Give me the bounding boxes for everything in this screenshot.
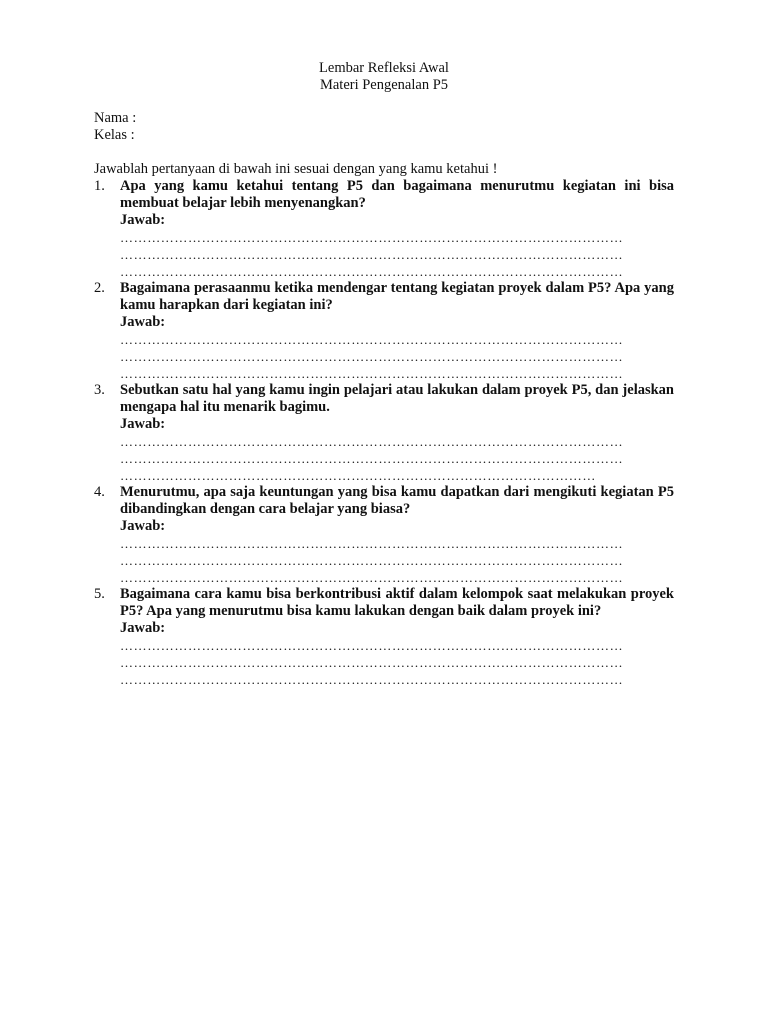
title-line-2: Materi Pengenalan P5	[319, 77, 449, 93]
question-list	[94, 178, 674, 688]
answer-label: Jawab:	[120, 518, 166, 534]
question-number: 4.	[94, 484, 105, 500]
answer-line[interactable]: …………………………………………………………………………………………………	[120, 230, 624, 245]
answer-line[interactable]: …………………………………………………………………………………………………	[120, 536, 624, 551]
question-number: 1.	[94, 178, 105, 194]
student-identity	[94, 110, 136, 144]
answer-line[interactable]: …………………………………………………………………………………………………	[120, 553, 624, 568]
question-text: Bagaimana cara kamu bisa berkontribusi aktif dalam kelompok saat melakukan proyek P5? Apa yang menurutmu bisa kamu lakukan dengan baik dalam proyek ini?	[120, 586, 674, 619]
answer-line[interactable]: …………………………………………………………………………………………………	[120, 349, 624, 364]
document-title	[0, 60, 768, 94]
answer-label: Jawab:	[120, 212, 166, 228]
question-text: Apa yang kamu ketahui tentang P5 dan bagaimana menurutmu kegiatan ini bisa membuat belajar lebih menyenangkan?	[120, 178, 674, 211]
answer-label: Jawab:	[120, 314, 166, 330]
title-line-1: Lembar Refleksi Awal	[319, 60, 449, 76]
question-item	[94, 484, 674, 586]
question-item	[94, 280, 674, 382]
answer-line[interactable]: …………………………………………………………………………………………………	[120, 638, 624, 653]
question-text: Sebutkan satu hal yang kamu ingin pelajari atau lakukan dalam proyek P5, dan jelaskan mengapa hal itu menarik bagimu.	[120, 382, 674, 415]
answer-line[interactable]: …………………………………………………………………………………………………	[120, 672, 624, 687]
nama-label: Nama :	[94, 110, 137, 126]
instruction-text: Jawablah pertanyaan di bawah ini sesuai dengan yang kamu ketahui !	[94, 161, 498, 177]
answer-line[interactable]: …………………………………………………………………………………………………	[120, 655, 624, 670]
answer-line[interactable]: …………………………………………………………………………………………………	[120, 366, 624, 381]
answer-line[interactable]: …………………………………………………………………………………………………	[120, 264, 624, 279]
question-text: Bagaimana perasaanmu ketika mendengar tentang kegiatan proyek dalam P5? Apa yang kamu harapkan dari kegiatan ini?	[120, 280, 674, 313]
question-number: 5.	[94, 586, 105, 602]
question-item	[94, 178, 674, 280]
answer-line[interactable]: …………………………………………………………………………………………………	[120, 332, 624, 347]
answer-line[interactable]: …………………………………………………………………………………………………	[120, 247, 624, 262]
question-item	[94, 382, 674, 484]
answer-line[interactable]: …………………………………………………………………………………………………	[120, 451, 624, 466]
answer-label: Jawab:	[120, 620, 166, 636]
answer-line[interactable]: …………………………………………………………………………………………………	[120, 434, 624, 449]
answer-line[interactable]: …………………………………………………………………………………………………	[120, 570, 624, 585]
question-text: Menurutmu, apa saja keuntungan yang bisa kamu dapatkan dari mengikuti kegiatan P5 dibandingkan dengan cara belajar yang biasa?	[120, 484, 674, 517]
kelas-label: Kelas :	[94, 127, 135, 143]
question-item	[94, 586, 674, 688]
question-number: 2.	[94, 280, 105, 296]
answer-label: Jawab:	[120, 416, 166, 432]
question-number: 3.	[94, 382, 105, 398]
answer-line[interactable]: ……………………………………………………………………………………………	[120, 468, 596, 483]
